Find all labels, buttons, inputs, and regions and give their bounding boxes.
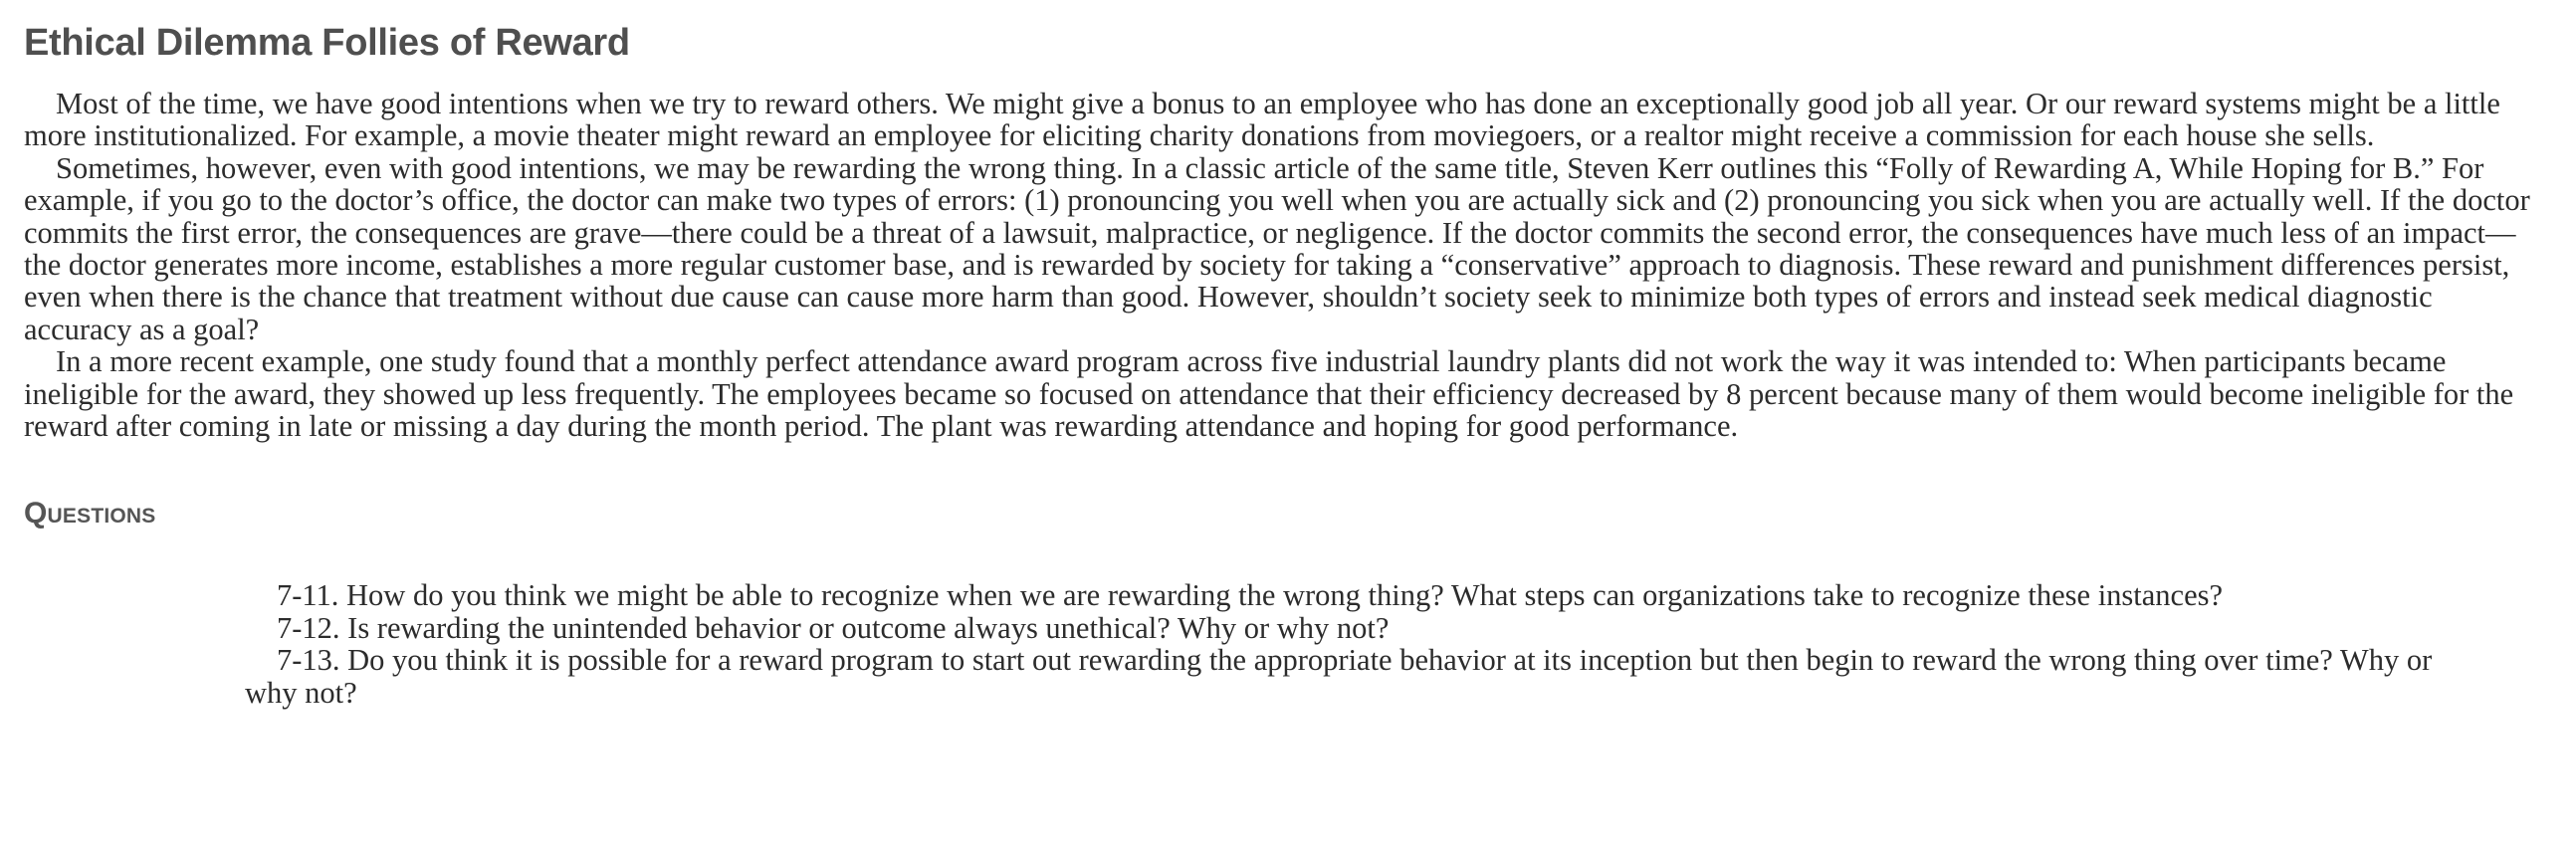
questions-heading: Questions xyxy=(24,497,156,531)
question-item: 7-11. How do you think we might be able to recognize when we are rewarding the wrong thing? What steps can organizations take to recognize these instances? xyxy=(277,578,2224,613)
document-page xyxy=(24,18,2542,709)
paragraph: Most of the time, we have good intentions when we try to reward others. We might give a bonus to an employee who has done an exceptionally good job all year. Or our reward systems might be a little more institutionalized. For example, a movie theater might reward an employee for eliciting charity donations from moviegoers, or a realtor might receive a commission for each house she sells. xyxy=(24,87,2500,153)
paragraph: In a more recent example, one study found that a monthly perfect attendance award program across five industrial laundry plants did not work the way it was intended to: When participants became ineligible for the award, they showed up less frequently. The employees became so focused on attendance that their efficiency decreased by 8 percent because many of them would become ineligible for the reward after coming in late or missing a day during the month period. The plant was rewarding attendance and hoping for good performance. xyxy=(24,344,2514,444)
paragraph: Sometimes, however, even with good intentions, we may be rewarding the wrong thing. In a classic article of the same title, Steven Kerr outlines this “Folly of Rewarding A, While Hoping for B.” For example, if you go to the doctor’s office, the doctor can make two types of errors: (1) pronouncing you well when you are actually sick and (2) pronouncing you sick when you are actually well. If the doctor commits the first error, the consequences are grave—there could be a threat of a lawsuit, malpractice, or negligence. If the doctor commits the second error, the consequences have much less of an impact—the doctor generates more income, establishes a more regular customer base, and is rewarded by society for taking a “conservative” approach to diagnosis. These reward and punishment differences persist, even when there is the chance that treatment without due cause can cause more harm than good. However, shouldn’t society seek to minimize both types of errors and instead seek medical diagnostic accuracy as a goal? xyxy=(24,150,2530,346)
body-text xyxy=(24,88,2542,442)
page-title: Ethical Dilemma Follies of Reward xyxy=(24,22,630,64)
question-item: 7-13. Do you think it is possible for a reward program to start out rewarding the appropriate behavior at its inception but then begin to reward the wrong thing over time? Why or why not? xyxy=(245,643,2433,710)
question-item: 7-12. Is rewarding the unintended behavior or outcome always unethical? Why or why not? xyxy=(277,610,1390,645)
questions-list xyxy=(245,579,2465,709)
